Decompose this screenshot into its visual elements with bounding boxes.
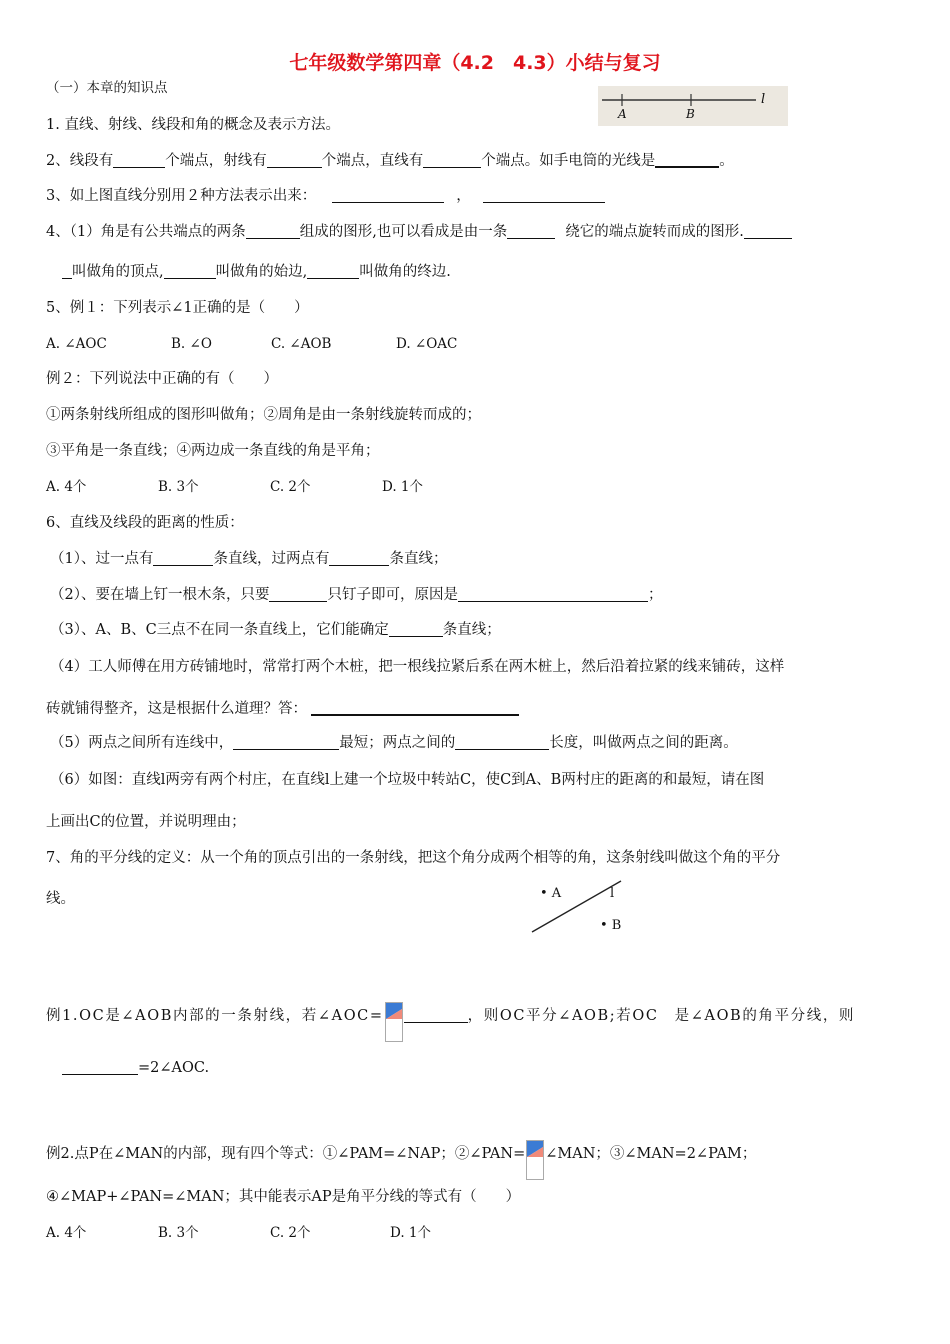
item-5: 5、例１：下列表示∠1正确的是（ ）	[46, 300, 309, 316]
example-map-statement-4: ④∠MAP+∠PAN=∠MAN；其中能表示AP是角平分线的等式有（ ）	[46, 1189, 521, 1205]
item-4-cont	[62, 262, 451, 282]
blank-input[interactable]	[332, 186, 444, 203]
example-oc	[46, 1002, 855, 1042]
blank-input[interactable]	[113, 151, 165, 168]
item-2-text-c: 个端点，直线有	[321, 153, 424, 169]
example-map-option-a: A. 4个	[46, 1225, 87, 1241]
item-6-1-text-b: 条直线，过两点有	[213, 551, 330, 567]
example-oc-text-a: 例1.OC是∠AOB内部的一条射线，若∠AOC=	[46, 1008, 384, 1024]
item-6: 6、直线及线段的距离的性质：	[46, 515, 244, 531]
item-6-6-cont: 上画出C的位置，并说明理由；	[46, 814, 246, 830]
example-2-option-b: B. 3个	[158, 479, 199, 495]
line-l-label: l	[761, 92, 766, 107]
blank-input[interactable]	[267, 151, 322, 168]
example-2-option-a: A. 4个	[46, 479, 87, 495]
blank-input[interactable]	[404, 1006, 468, 1023]
blank-input[interactable]	[307, 262, 359, 279]
blank-input[interactable]	[483, 186, 605, 203]
village-a-label: • A	[540, 886, 562, 901]
item-4-text-b: 组成的图形,也可以看成是由一条	[299, 224, 508, 240]
item-4-text-a: 4、（1）角是有公共端点的两条	[46, 224, 246, 240]
section-heading: （一）本章的知识点	[46, 80, 168, 96]
statement-3-4: ③平角是一条直线；④两边成一条直线的角是平角；	[46, 443, 380, 459]
blank-input[interactable]	[329, 549, 389, 566]
broken-image-icon	[385, 1002, 403, 1042]
blank-input[interactable]	[389, 620, 443, 637]
example-map-option-c: C. 2个	[270, 1225, 311, 1241]
item-6-5-text-c: 长度，叫做两点之间的距离。	[549, 735, 738, 751]
item-6-3	[50, 620, 501, 640]
item-6-2-text-b: 只钉子即可，原因是	[327, 587, 458, 603]
item-1: 1. 直线、射线、线段和角的概念及表示方法。	[46, 117, 340, 133]
item-7: 7、角的平分线的定义：从一个角的顶点引出的一条射线，把这个角分成两个相等的角，这条射线叫做这个角的平分	[46, 850, 781, 866]
item-2	[46, 150, 734, 171]
item-2-text-e: 。	[719, 153, 734, 169]
item-4-text-c: 绕它的端点旋转而成的图形.	[565, 224, 744, 240]
page-title: 七年级数学第四章（4.2 4.3）小结与复习	[289, 52, 661, 74]
item-2-text-a: 2、线段有	[46, 153, 114, 169]
item-6-6: （6）如图：直线l两旁有两个村庄，在直线l上建一个垃圾中转站C，使C到A、B两村庄的距离的和最短，请在图	[50, 772, 765, 788]
blank-input[interactable]	[269, 585, 327, 602]
item-6-4-question: 砖就铺得整齐，这是根据什么道理？答：	[46, 701, 307, 717]
example-oc-cont	[62, 1058, 209, 1078]
blank-input[interactable]	[507, 222, 555, 239]
item-3	[46, 186, 605, 206]
answer-blank[interactable]	[311, 698, 519, 716]
point-a-label: A	[618, 107, 627, 121]
broken-image-icon	[526, 1140, 544, 1180]
item-6-4: （4）工人师傅在用方砖铺地时，常常打两个木桩，把一根线拉紧后系在两木桩上，然后沿着拉紧的线来铺砖，这样	[50, 659, 785, 675]
item-7-cont: 线。	[46, 891, 75, 907]
item-2-text-d: 个端点。如手电筒的光线是	[481, 153, 656, 169]
item-6-1-text-a: （1）、过一点有	[50, 551, 154, 567]
item-6-5-text-b: 最短；两点之间的	[339, 735, 456, 751]
item-4-text-f: 叫做角的终边.	[359, 264, 451, 280]
item-4	[46, 222, 792, 242]
example-2: 例２：下列说法中正确的有（ ）	[46, 371, 278, 387]
item-5-option-b: B. ∠O	[171, 336, 212, 352]
blank-input[interactable]	[744, 222, 792, 239]
blank-input[interactable]	[233, 733, 339, 750]
blank-input[interactable]	[455, 733, 549, 750]
example-map-text-a: 例2.点P在∠MAN的内部，现有四个等式：①∠PAM=∠NAP；②∠PAN=	[46, 1146, 526, 1162]
item-5-option-d: D. ∠OAC	[396, 336, 458, 352]
item-6-1-text-c: 条直线；	[389, 551, 448, 567]
village-line-svg	[520, 876, 640, 936]
item-6-4-cont	[46, 698, 519, 719]
blank-input[interactable]	[458, 585, 648, 602]
item-3-text-a: 3、如上图直线分别用２种方法表示出来：	[46, 188, 317, 204]
item-6-2-text-c: ；	[647, 587, 663, 603]
line-figure	[598, 86, 788, 126]
example-2-option-c: C. 2个	[270, 479, 311, 495]
blank-input[interactable]	[153, 549, 213, 566]
item-6-3-text-a: （3）、A、B、C三点不在同一条直线上，它们能确定	[50, 622, 389, 638]
example-oc-text-b: ，则OC平分∠AOB;若OC 是∠AOB的角平分线，则	[467, 1008, 856, 1024]
blank-input[interactable]	[246, 222, 300, 239]
blank-input[interactable]	[62, 1058, 138, 1075]
item-6-5	[50, 733, 738, 753]
village-l-label: l	[610, 886, 615, 901]
example-map-option-b: B. 3个	[158, 1225, 199, 1241]
item-6-2	[50, 585, 662, 605]
example-map-option-d: D. 1个	[390, 1225, 432, 1241]
item-6-3-text-b: 条直线；	[442, 622, 501, 638]
item-4-text-d: 叫做角的顶点,	[72, 264, 164, 280]
village-b-label: • B	[600, 918, 622, 933]
example-oc-text-c: =2∠AOC.	[138, 1060, 210, 1076]
blank-input[interactable]	[423, 151, 481, 168]
blank-input[interactable]	[62, 262, 72, 279]
item-5-option-a: A. ∠AOC	[46, 336, 107, 352]
item-4-text-e: 叫做角的始边,	[215, 264, 308, 280]
statement-1-2: ①两条射线所组成的图形叫做角；②周角是由一条射线旋转而成的；	[46, 407, 481, 423]
example-2-option-d: D. 1个	[382, 479, 424, 495]
item-3-text-b: ，	[456, 188, 471, 204]
item-6-5-text-a: （5）两点之间所有连线中，	[50, 735, 234, 751]
example-map-text-b: ∠MAN；③∠MAN=2∠PAM；	[545, 1146, 757, 1162]
item-6-2-text-a: （2）、要在墙上钉一根木条，只要	[50, 587, 270, 603]
village-figure	[520, 876, 640, 936]
point-b-label: B	[686, 107, 695, 121]
example-map	[46, 1140, 756, 1180]
item-2-text-b: 个端点，射线有	[165, 153, 267, 169]
item-6-1	[50, 549, 447, 569]
blank-input[interactable]	[164, 262, 216, 279]
blank-input[interactable]	[655, 150, 719, 168]
item-5-option-c: C. ∠AOB	[271, 336, 332, 352]
